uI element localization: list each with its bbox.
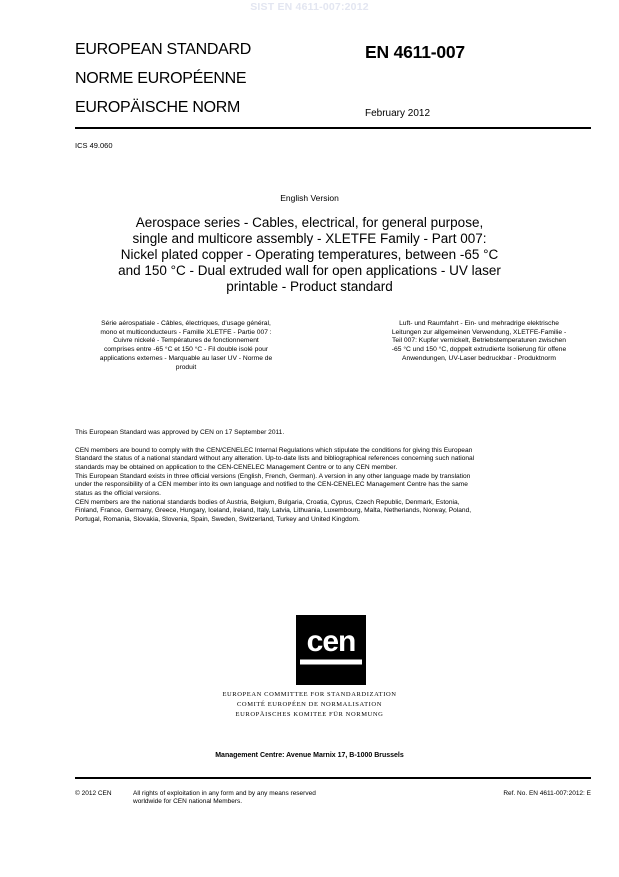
cen-logo (296, 615, 366, 685)
title-line: printable - Product standard (226, 279, 393, 294)
committee-name-fr: COMITÉ EUROPÉEN DE NORMALISATION (236, 701, 383, 708)
rights-statement (133, 790, 316, 807)
committee-name-en: EUROPEAN COMMITTEE FOR STANDARDIZATION (222, 691, 397, 698)
german-title (364, 320, 594, 364)
paragraph-line: status as the official versions. (75, 489, 162, 497)
french-title-line: mono et multiconducteurs - Famille XLETFE - Partie 007 : (100, 328, 272, 336)
paragraph-line: standards may be obtained on application to the CEN-CENELEC Management Centre or to any CEN member. (75, 463, 398, 471)
title-line: and 150 °C - Dual extruded wall for open applications - UV laser (118, 263, 501, 278)
committee-name-de: EUROPÄISCHES KOMITEE FÜR NORMUNG (235, 711, 384, 718)
members-paragraph (75, 499, 591, 524)
reference-number: Ref. No. EN 4611-007:2012: E (503, 790, 591, 797)
paragraph-line: CEN members are the national standards bodies of Austria, Belgium, Bulgaria, Croatia, Cyprus, Czech Republic, Denmark, Estonia, (75, 499, 460, 506)
title-line: Nickel plated copper - Operating temperatures, between -65 °C (120, 247, 499, 262)
copyright: © 2012 CEN (75, 790, 112, 797)
standard-name-en: EUROPEAN STANDARD (75, 41, 251, 58)
title-line: single and multicore assembly - XLETFE Family - Part 007: (132, 231, 487, 246)
header-divider (75, 127, 591, 129)
rights-line: worldwide for CEN national Members. (133, 798, 243, 806)
french-title-line: Série aérospatiale - Câbles, électriques, d'usage général, (101, 320, 271, 327)
german-title-line: -65 °C und 150 °C, doppelt extrudierte Isolierung für offene (391, 346, 567, 354)
document-title (100, 215, 519, 295)
paragraph-line: under the responsibility of a CEN member into its own language and notified to the CEN-CENELEC Management Centre has the same (75, 481, 468, 489)
cen-logo-mark (296, 615, 366, 685)
standard-name-fr: NORME EUROPÉENNE (75, 70, 247, 87)
title-line: Aerospace series - Cables, electrical, for general purpose, (135, 215, 484, 230)
standard-number: EN 4611-007 (365, 42, 465, 62)
watermark: SIST EN 4611-007:2012 (250, 1, 369, 13)
publication-date: February 2012 (365, 108, 431, 119)
german-title-line: Leitungen zur allgemeinen Verwendung, XLETFE-Familie - (391, 328, 567, 336)
french-title (74, 320, 298, 372)
french-title-line: applications externes - Marquable au laser UV - Norme de (99, 354, 273, 362)
cen-logo-text: cen (306, 625, 356, 658)
german-title-line: Luft- und Raumfahrt - Ein- und mehradrige elektrische (399, 320, 559, 327)
rights-line: All rights of exploitation in any form and by any means reserved (133, 790, 316, 797)
approval-paragraph (75, 429, 591, 437)
french-title-line: produit (175, 363, 197, 371)
german-title-line: Teil 007: Kupfer vernickelt, Betriebstemperaturen zwischen (392, 337, 566, 345)
standard-name-de: EUROPÄISCHE NORM (75, 99, 240, 116)
paragraph-line: This European Standard exists in three official versions (English, French, German). A version in any other language made by translation (75, 473, 471, 480)
management-centre: Management Centre: Avenue Marnix 17, B-1000 Brussels (215, 752, 404, 759)
paragraph-line: CEN members are bound to comply with the CEN/CENELEC Internal Regulations which stipulate the conditions for giving this European (75, 447, 473, 454)
language-version: English Version (280, 193, 339, 203)
paragraph-line: Standard the status of a national standard without any alteration. Up-to-date lists and bibliographical references concerning such national (75, 455, 475, 463)
german-title-line: Anwendungen, UV-Laser bedruckbar - Produktnorm (402, 354, 556, 362)
versions-paragraph (75, 473, 591, 498)
footer-divider (75, 777, 591, 779)
ics-code: ICS 49.060 (75, 141, 113, 150)
paragraph-line: Finland, France, Germany, Greece, Hungary, Iceland, Ireland, Italy, Latvia, Lithuania, Luxembourg, Malta, Netherlands, Norway, Poland, (75, 507, 472, 515)
compliance-paragraph (75, 447, 591, 472)
french-title-line: comprises entre -65 °C et 150 °C - Fil double isolé pour (103, 346, 269, 354)
french-title-line: Cuivre nickelé - Températures de fonctionnement (113, 337, 259, 345)
paragraph-line: Portugal, Romania, Slovakia, Slovenia, Spain, Sweden, Switzerland, Turkey and United Kingdom. (75, 515, 360, 523)
paragraph-line: This European Standard was approved by CEN on 17 September 2011. (75, 429, 285, 436)
